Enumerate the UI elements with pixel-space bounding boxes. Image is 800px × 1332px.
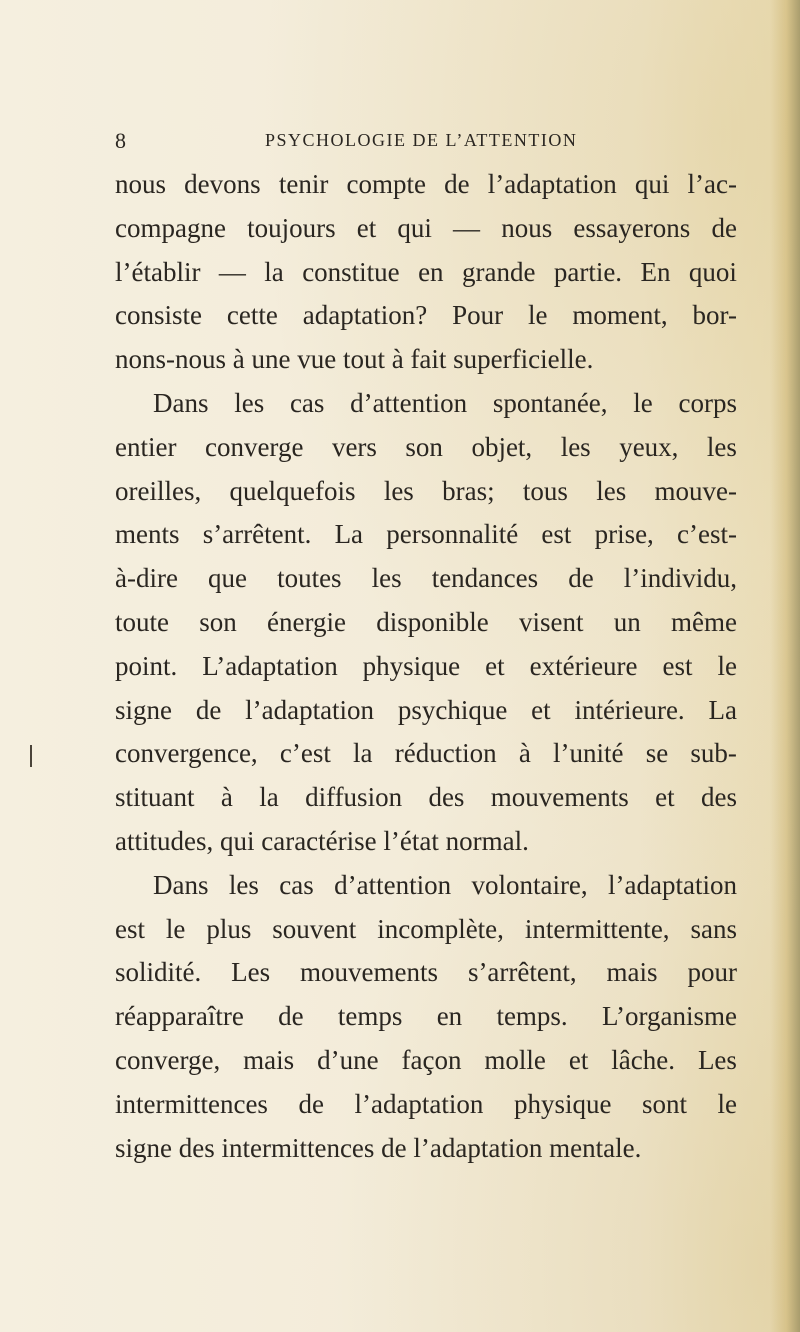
word: les: [234, 387, 265, 418]
text-line: [115, 951, 737, 995]
word: intermittente,: [524, 913, 670, 944]
text-line: [115, 645, 737, 689]
word: le: [528, 300, 548, 331]
word: solidité.: [115, 957, 202, 988]
word: temps.: [496, 1001, 568, 1032]
word: mouvements: [300, 957, 439, 988]
word: le: [633, 387, 653, 418]
word: les: [228, 869, 259, 900]
word: sub-: [690, 738, 737, 769]
text-line: [115, 470, 737, 514]
word: La: [708, 694, 737, 725]
word: de: [298, 1088, 324, 1119]
word: bras;: [442, 475, 495, 506]
word: le: [717, 1088, 737, 1119]
word: Dans: [153, 869, 209, 900]
word: que: [208, 563, 247, 594]
line-text: [115, 557, 737, 601]
word: la: [353, 738, 373, 769]
word: souvent: [272, 913, 357, 944]
line-text: [115, 776, 737, 820]
word: les: [371, 563, 402, 594]
word: c’est: [279, 738, 331, 769]
text-line: [115, 689, 737, 733]
word: molle: [484, 1044, 546, 1075]
word: moment,: [572, 300, 668, 331]
word: est: [662, 650, 693, 681]
word: constitue: [302, 256, 400, 287]
word: d’attention: [350, 387, 468, 418]
word: adaptation?: [302, 300, 428, 331]
line-text: [115, 951, 737, 995]
word: essayerons: [573, 212, 691, 243]
text-line: [115, 513, 737, 557]
text-line: [115, 1039, 737, 1083]
word: mouve-: [654, 475, 737, 506]
word: pour: [687, 957, 737, 988]
word: personnalité: [386, 519, 519, 550]
word: réapparaître: [115, 1001, 244, 1032]
word: et: [485, 650, 505, 681]
line-text: signe des intermittences de l’adaptation mentale.: [115, 1132, 642, 1163]
word: disponible: [376, 606, 489, 637]
word: à: [220, 782, 233, 813]
word: nous: [115, 169, 167, 199]
word: en: [436, 1001, 463, 1032]
text-line: [115, 207, 737, 251]
word: plus: [206, 913, 252, 944]
word: et: [655, 782, 675, 813]
word: à-dire: [115, 563, 178, 594]
word: de: [711, 212, 737, 243]
word: énergie: [267, 606, 346, 637]
line-text: [115, 1039, 737, 1083]
line-text: [115, 689, 737, 733]
line-text: nons-nous à une vue tout à fait superficielle.: [115, 344, 594, 375]
word: de: [195, 694, 222, 725]
word: En: [640, 256, 671, 287]
word: le: [717, 650, 737, 681]
word: les: [560, 431, 591, 462]
text-line: [115, 601, 737, 645]
line-text: [115, 294, 737, 338]
word: mouvements: [490, 782, 629, 813]
word: s’arrêtent.: [202, 519, 312, 550]
word: mais: [243, 1044, 295, 1075]
line-text: [115, 426, 737, 470]
margin-mark: [30, 745, 32, 767]
word: les: [706, 431, 737, 462]
word: des: [701, 782, 737, 813]
text-line: [115, 294, 737, 338]
line-text: [115, 163, 737, 207]
text-line: [115, 251, 737, 295]
word: cas: [279, 869, 314, 900]
word: bor-: [692, 300, 737, 331]
word: oreilles,: [115, 475, 202, 506]
word: qui: [634, 169, 670, 199]
line-text: [153, 864, 737, 908]
line-text: [115, 645, 737, 689]
word: de: [278, 1001, 304, 1032]
word: converge: [204, 431, 304, 462]
word: toutes: [277, 563, 342, 594]
word: quoi: [688, 256, 737, 287]
word: compte: [346, 169, 426, 199]
word: visent: [518, 606, 584, 637]
word: et: [356, 212, 377, 243]
word: L’organisme: [601, 1001, 737, 1032]
text-line: [115, 557, 737, 601]
word: est: [541, 519, 572, 550]
word: quelquefois: [229, 475, 356, 506]
word: point.: [115, 650, 178, 681]
line-text: [115, 1083, 737, 1127]
word: consiste: [115, 300, 202, 331]
word: d’une: [317, 1044, 379, 1075]
word: compagne: [115, 212, 226, 243]
word: l’adaptation: [245, 694, 375, 725]
text-line: [115, 820, 737, 864]
word: physique: [362, 650, 461, 681]
word: corps: [678, 387, 737, 418]
word: l’individu,: [623, 563, 737, 594]
word: Dans: [153, 387, 209, 418]
word: physique: [513, 1088, 612, 1119]
word: Les: [231, 957, 271, 988]
text-line: [115, 864, 737, 908]
word: des: [428, 782, 465, 813]
word: qui: [397, 212, 432, 243]
word: l’adaptation: [354, 1088, 484, 1119]
word: son: [199, 606, 237, 637]
word: La: [334, 519, 364, 550]
word: toute: [115, 606, 169, 637]
word: de: [568, 563, 594, 594]
word: incomplète,: [377, 913, 504, 944]
word: mais: [606, 957, 658, 988]
word: L’adaptation: [202, 650, 338, 681]
word: à: [518, 738, 531, 769]
word: c’est-: [677, 519, 737, 550]
word: intérieure.: [574, 694, 685, 725]
word: objet,: [471, 431, 533, 462]
word: le: [165, 913, 186, 944]
word: converge,: [115, 1044, 221, 1075]
word: toujours: [247, 212, 336, 243]
word: devons: [184, 169, 261, 199]
running-head: PSYCHOLOGIE DE L’ATTENTION: [265, 130, 578, 150]
text-line: [115, 1127, 737, 1171]
line-text: [115, 995, 737, 1039]
word: —: [453, 212, 481, 243]
word: volontaire,: [471, 869, 588, 900]
word: tenir: [278, 169, 329, 199]
text-line: [115, 1083, 737, 1127]
line-text: [115, 513, 737, 557]
text-line: [115, 908, 737, 952]
word: l’établir: [115, 256, 201, 287]
word: partie.: [553, 256, 623, 287]
word: un: [613, 606, 641, 637]
text-line: [115, 995, 737, 1039]
word: —: [218, 256, 246, 287]
page-number: 8: [115, 128, 127, 153]
word: cette: [226, 300, 278, 331]
line-text: [115, 470, 737, 514]
word: Pour: [452, 300, 504, 331]
word: lâche.: [611, 1044, 675, 1075]
line-text: [115, 207, 737, 251]
page-header: [115, 128, 735, 158]
word: ments: [115, 519, 180, 550]
word: temps: [337, 1001, 403, 1032]
line-text: [115, 732, 737, 776]
word: les: [596, 475, 627, 506]
text-line: [115, 426, 737, 470]
line-text: [153, 382, 737, 426]
word: même: [670, 606, 737, 637]
word: l’adaptation: [608, 869, 737, 900]
word: et: [531, 694, 551, 725]
word: de: [444, 169, 470, 199]
word: en: [418, 256, 444, 287]
word: signe: [115, 694, 172, 725]
word: se: [645, 738, 669, 769]
line-text: [115, 251, 737, 295]
word: extérieure: [529, 650, 638, 681]
word: intermittences: [115, 1088, 268, 1119]
word: la: [259, 782, 279, 813]
word: prise,: [594, 519, 654, 550]
word: les: [383, 475, 414, 506]
word: convergence,: [115, 738, 258, 769]
text-line: [115, 338, 737, 382]
word: sont: [641, 1088, 687, 1119]
word: nous: [501, 212, 553, 243]
text-line: [115, 163, 737, 207]
word: spontanée,: [492, 387, 608, 418]
text-line: [115, 732, 737, 776]
line-text: [115, 601, 737, 645]
word: s’arrêtent,: [467, 957, 577, 988]
word: cas: [289, 387, 325, 418]
word: entier: [115, 431, 177, 462]
word: psychique: [397, 694, 508, 725]
word: diffusion: [305, 782, 403, 813]
word: et: [568, 1044, 589, 1075]
word: yeux,: [619, 431, 679, 462]
line-text: [115, 908, 737, 952]
line-text: attitudes, qui caractérise l’état normal.: [115, 825, 529, 856]
word: façon: [401, 1044, 462, 1075]
word: est: [115, 913, 145, 944]
word: stituant: [115, 782, 195, 813]
word: Les: [697, 1044, 737, 1075]
text-line: [115, 776, 737, 820]
word: la: [264, 256, 284, 287]
word: son: [405, 431, 443, 462]
word: l’unité: [553, 738, 624, 769]
page-edge-shadow: [770, 0, 800, 1332]
word: vers: [331, 431, 377, 462]
word: d’attention: [334, 869, 452, 900]
text-line: [115, 382, 737, 426]
word: grande: [461, 256, 536, 287]
word: réduction: [394, 738, 497, 769]
word: sans: [690, 913, 737, 944]
word: l’adaptation: [487, 169, 617, 199]
word: l’ac-: [687, 169, 737, 199]
word: tous: [522, 475, 568, 506]
word: tendances: [431, 563, 539, 594]
body-text: [115, 163, 737, 1170]
